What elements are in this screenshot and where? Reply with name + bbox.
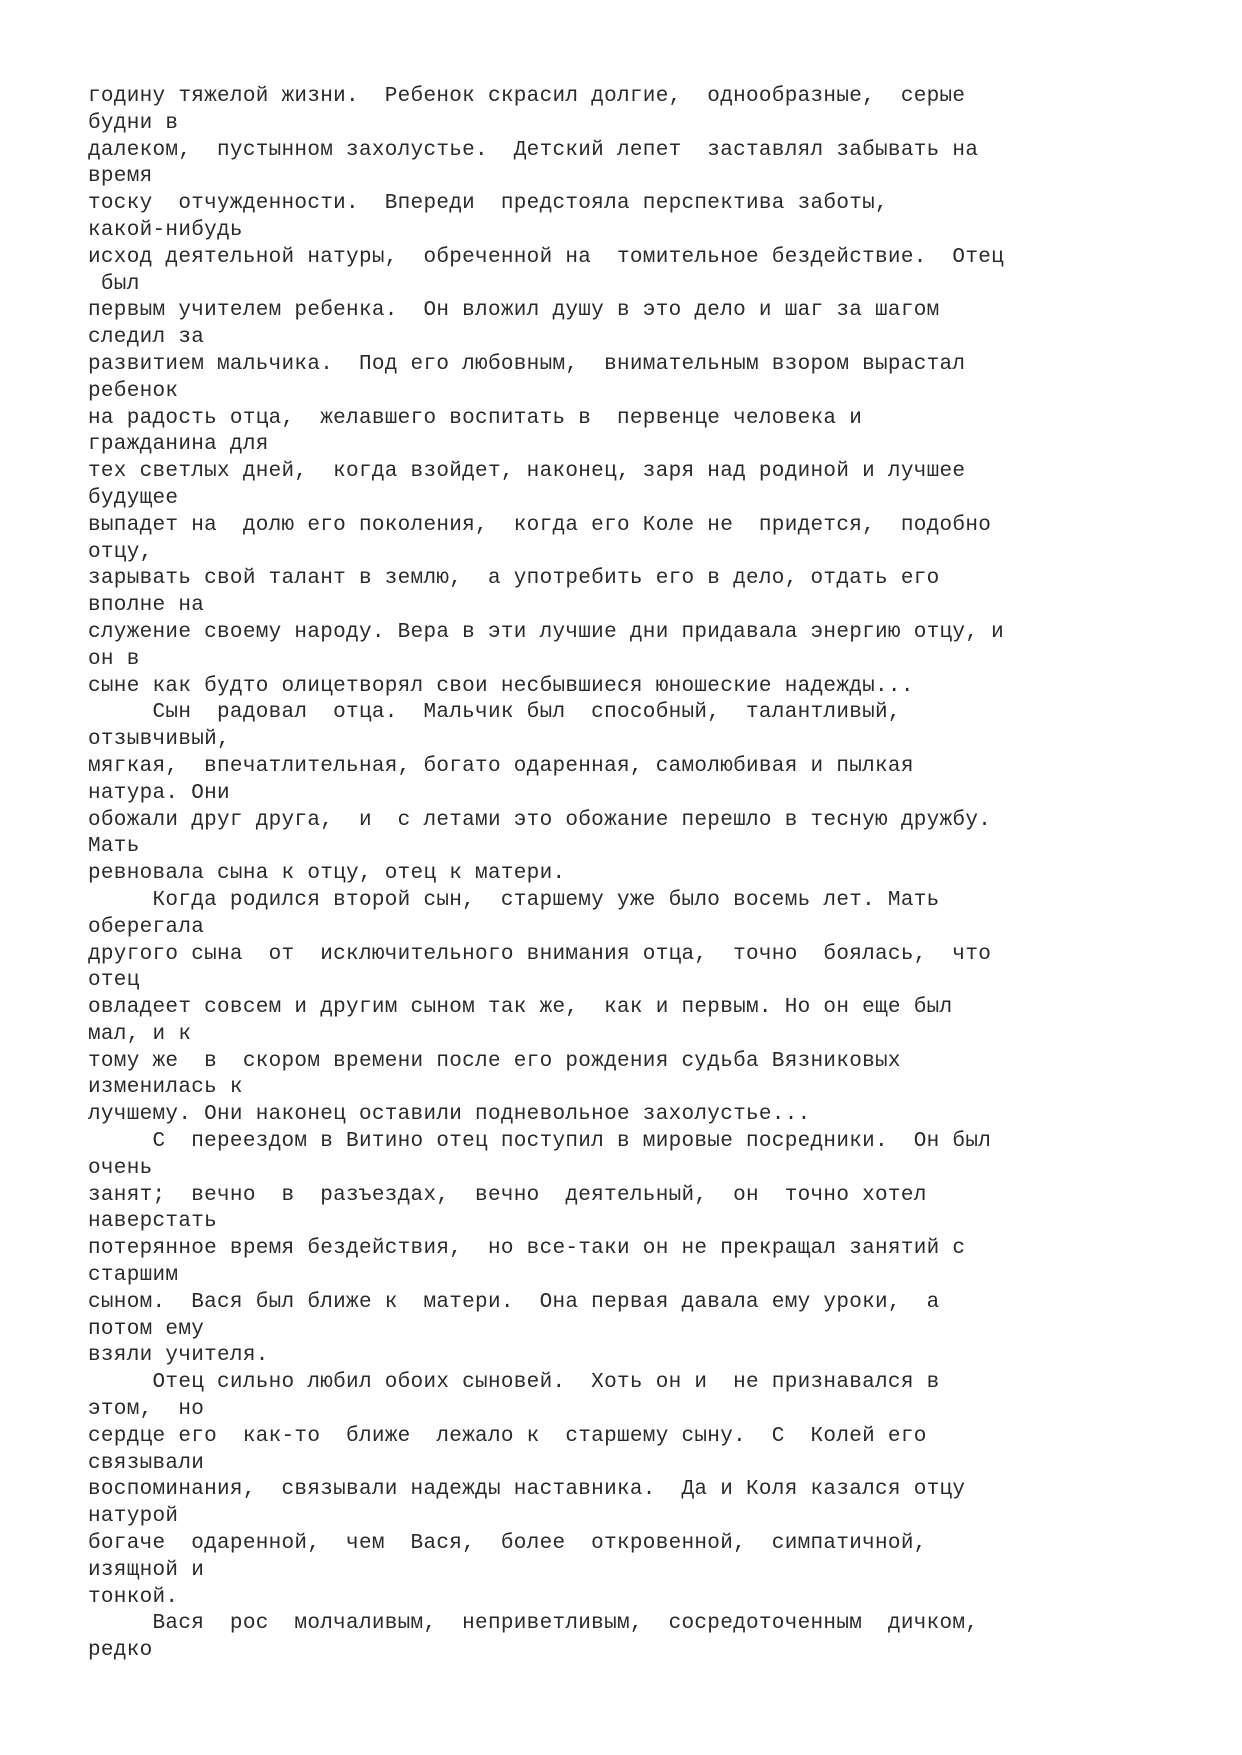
- text-line: отец: [88, 969, 140, 993]
- text-line: тоску отчужденности. Впереди предстояла перспектива заботы,: [88, 192, 888, 216]
- text-line: обожали друг друга, и с летами это обожание перешло в тесную дружбу.: [88, 808, 992, 832]
- text-line: будущее: [88, 486, 179, 510]
- text-line: старшим: [88, 1264, 179, 1288]
- text-line: ревновала сына к отцу, отец к матери.: [88, 862, 566, 886]
- text-line: мал, и к: [88, 1022, 192, 1046]
- text-line: сердце его как-то ближе лежало к старшему сыну. С Колей его: [88, 1424, 927, 1448]
- text-line: занят; вечно в разъездах, вечно деятельный, он точно хотел: [88, 1183, 927, 1207]
- text-line: ребенок: [88, 379, 179, 403]
- text-line: связывали: [88, 1451, 205, 1475]
- text-line: потерянное время бездействия, но все-таки он не прекращал занятий с: [88, 1237, 966, 1261]
- text-line: вполне на: [88, 594, 205, 618]
- text-line: лучшему. Они наконец оставили подневольное захолустье...: [88, 1103, 811, 1127]
- text-line: тех светлых дней, когда взойдет, наконец, заря над родиной и лучшее: [88, 460, 966, 484]
- text-line: он в: [88, 647, 140, 671]
- text-line: развитием мальчика. Под его любовным, внимательным взором вырастал: [88, 352, 966, 376]
- text-line: отзывчивый,: [88, 728, 230, 752]
- text-line: далеком, пустынном захолустье. Детский лепет заставлял забывать на: [88, 138, 979, 162]
- text-line: тому же в скором времени после его рождения судьба Вязниковых: [88, 1049, 901, 1073]
- text-line: Когда родился второй сын, старшему уже было восемь лет. Мать: [88, 888, 940, 912]
- text-line: этом, но: [88, 1398, 205, 1422]
- text-line: следил за: [88, 326, 205, 350]
- text-line: взяли учителя.: [88, 1344, 269, 1368]
- text-line: Отец сильно любил обоих сыновей. Хоть он и не признавался в: [88, 1371, 940, 1395]
- text-line: оберегала: [88, 915, 205, 939]
- text-line: Мать: [88, 835, 140, 859]
- text-line: сыне как будто олицетворял свои несбывшиеся юношеские надежды...: [88, 674, 914, 698]
- text-line: гражданина для: [88, 433, 269, 457]
- text-line: будни в: [88, 111, 179, 135]
- text-line: был: [88, 272, 140, 296]
- text-line: потом ему: [88, 1317, 205, 1341]
- text-line: мягкая, впечатлительная, богато одаренная, самолюбивая и пылкая: [88, 754, 914, 778]
- text-line: редко: [88, 1639, 153, 1663]
- text-line: сыном. Вася был ближе к матери. Она первая давала ему уроки, а: [88, 1290, 940, 1314]
- text-line: Сын радовал отца. Мальчик был способный, талантливый,: [88, 701, 901, 725]
- text-line: очень: [88, 1156, 153, 1180]
- text-line: богаче одаренной, чем Вася, более откровенной, симпатичной,: [88, 1532, 927, 1556]
- text-line: выпадет на долю его поколения, когда его Коле не придется, подобно: [88, 513, 992, 537]
- text-line: наверстать: [88, 1210, 218, 1234]
- text-line: изящной и: [88, 1558, 205, 1582]
- text-line: тонкой.: [88, 1585, 179, 1609]
- text-line: изменилась к: [88, 1076, 243, 1100]
- text-line: натура. Они: [88, 781, 230, 805]
- text-line: отцу,: [88, 540, 153, 564]
- text-line: первым учителем ребенка. Он вложил душу в это дело и шаг за шагом: [88, 299, 940, 323]
- text-line: овладеет совсем и другим сыном так же, как и первым. Но он еще был: [88, 996, 953, 1020]
- text-line: Вася рос молчаливым, неприветливым, сосредоточенным дичком,: [88, 1612, 979, 1636]
- text-line: другого сына от исключительного внимания отца, точно боялась, что: [88, 942, 992, 966]
- body-text: [88, 84, 1208, 1665]
- text-line: какой-нибудь: [88, 218, 243, 242]
- text-line: время: [88, 165, 153, 189]
- text-line: исход деятельной натуры, обреченной на томительное бездействие. Отец: [88, 245, 1005, 269]
- text-line: на радость отца, желавшего воспитать в первенце человека и: [88, 406, 863, 430]
- text-line: служение своему народу. Вера в эти лучшие дни придавала энергию отцу, и: [88, 620, 1005, 644]
- text-line: натурой: [88, 1505, 179, 1529]
- text-line: С переездом в Витино отец поступил в мировые посредники. Он был: [88, 1130, 992, 1154]
- text-line: воспоминания, связывали надежды наставника. Да и Коля казался отцу: [88, 1478, 966, 1502]
- text-line: зарывать свой талант в землю, а употребить его в дело, отдать его: [88, 567, 940, 591]
- text-line: годину тяжелой жизни. Ребенок скрасил долгие, однообразные, серые: [88, 85, 966, 108]
